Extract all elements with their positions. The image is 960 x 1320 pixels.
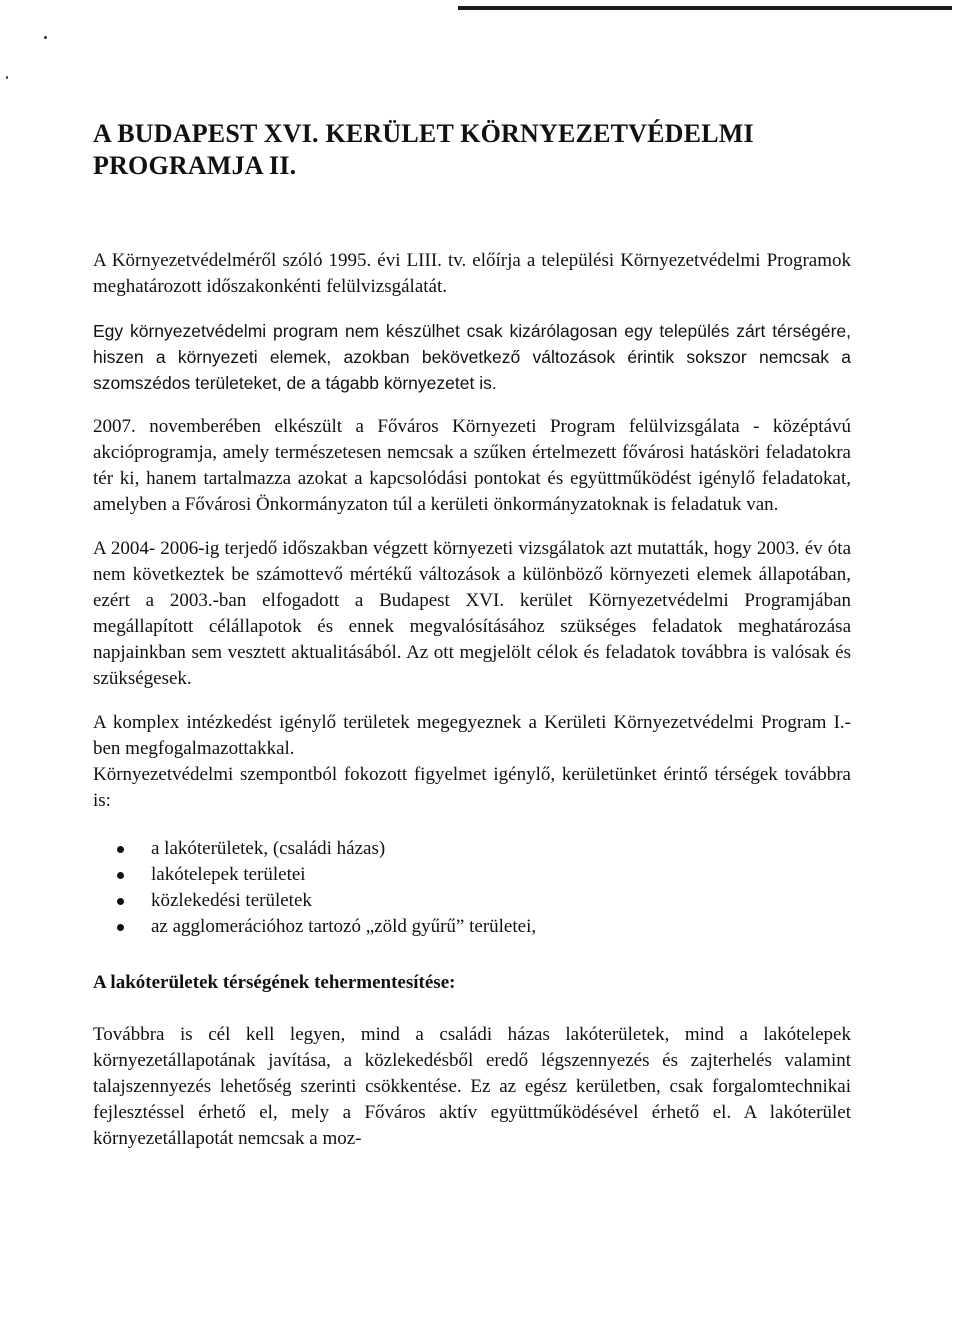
paragraph-priority-areas: Környezetvédelmi szempontból fokozott figyelmet igénylő, kerületünket érintő térségek továbbra is: — [93, 764, 851, 811]
paragraph-relief: Továbbra is cél kell legyen, mind a családi házas lakóterületek, mind a lakótelepek környezetállapotának javítása, a közlekedésből eredő légszennyezés és zajterhelés valamint talajszennyezés lehetőség szerinti csökkentése. Ez az egész kerületben, csak forgalomtechnikai fejlesztéssel érhető el, mely a Főváros aktív együttműködésével érhető el. A lakóterület környezetállapotát nemcsak a moz- — [93, 1024, 851, 1149]
list-item: a lakóterületek, (családi házas) — [93, 836, 851, 862]
list-item: közlekedési területek — [93, 888, 851, 914]
priority-area-list — [93, 836, 851, 940]
paragraph-program-scope: Egy környezetvédelmi program nem készülhet csak kizárólagosan egy település zárt térségére, hiszen a környezeti elemek, azokban bekövetkező változások érintik sokszor nemcsak a szomszédos területeket, de a tágabb környezetet is. — [93, 321, 851, 393]
section-heading: A lakóterületek térségének tehermentesítése: — [93, 972, 456, 993]
document-title: A BUDAPEST XVI. KERÜLET KÖRNYEZETVÉDELMI PROGRAMJA II. — [93, 119, 754, 180]
paragraph-assessment: A 2004- 2006-ig terjedő időszakban végzett környezeti vizsgálatok azt mutatták, hogy 2003. év óta nem következtek be számottevő mértékű változások a különböző környezeti elemek állapotában, ezért a 2003.-ban elfogadott a Budapest XVI. kerület Környezetvédelmi Programjában megállapított célállapotok és ennek megvalósításához szükséges feladatok meghatározása napjainkban sem vesztett aktualitásából. Az ott megjelölt célok és feladatok továbbra is valósak és szükségesek. — [93, 538, 851, 689]
top-scan-rule — [458, 6, 952, 10]
list-item: lakótelepek területei — [93, 862, 851, 888]
scan-speck — [6, 76, 8, 79]
paragraph-capital-program: 2007. novemberében elkészült a Főváros Környezeti Program felülvizsgálata - középtávú akcióprogramja, amely természetesen nemcsak a szűken értelmezett fővárosi hatásköri feladatokra tér ki, hanem tartalmazza azokat a kapcsolódási pontokat és együttműködést igénylő feladatokat, amelyben a Fővárosi Önkormányzaton túl a kerületi önkormányzatoknak is feladatuk van. — [93, 416, 851, 515]
list-item: az agglomerációhoz tartozó „zöld gyűrű” területei, — [93, 914, 851, 940]
scan-speck — [44, 36, 47, 39]
paragraph-complex-areas: A komplex intézkedést igénylő területek megegyeznek a Kerületi Környezetvédelmi Program I.-ben megfogalmazottakkal. — [93, 712, 851, 759]
intro-paragraph: A Környezetvédelméről szóló 1995. évi LIII. tv. előírja a települési Környezetvédelmi Programok meghatározott időszakonkénti felülvizsgálatát. — [93, 250, 851, 297]
document-page — [93, 118, 851, 1152]
